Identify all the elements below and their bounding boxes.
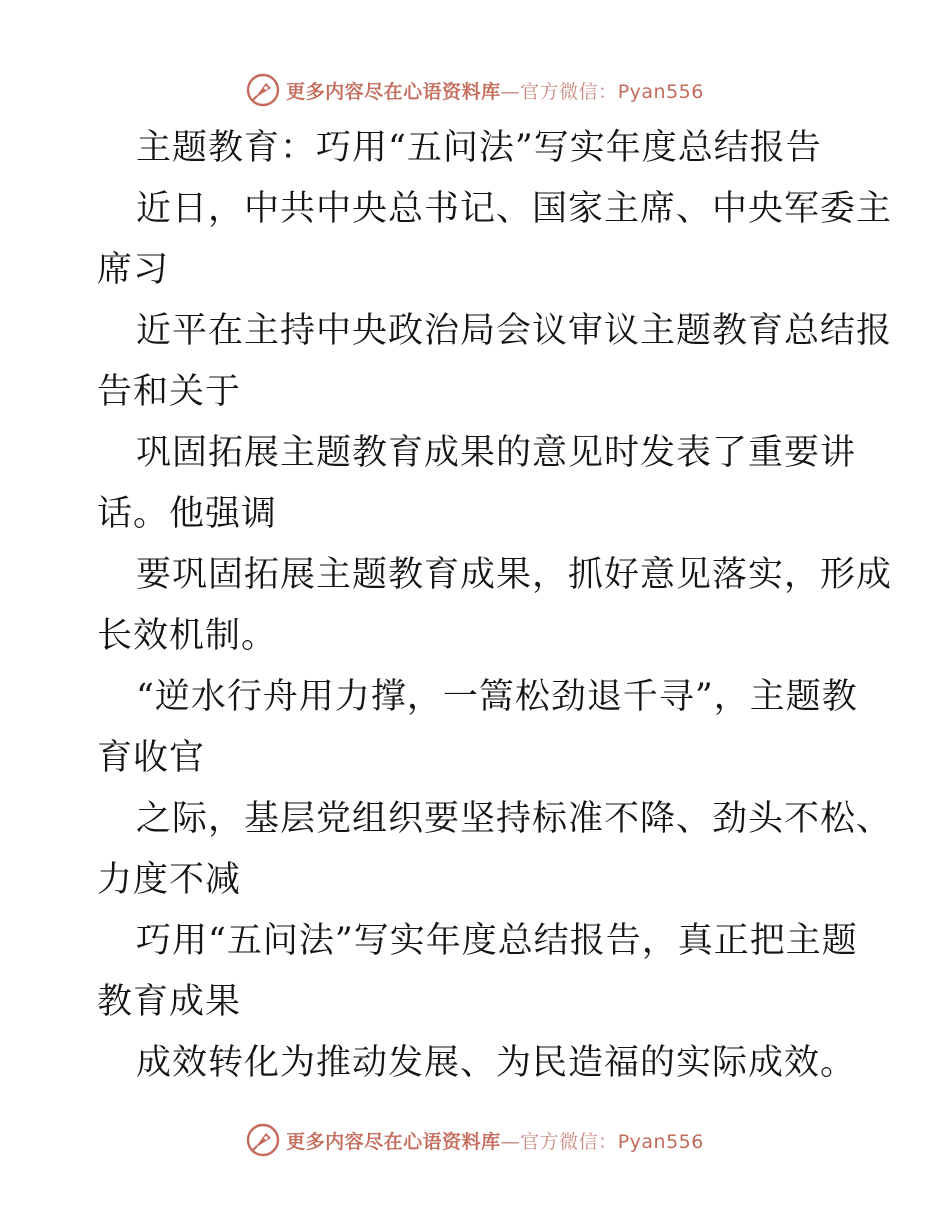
watermark-channel: 官方微信：	[520, 1130, 618, 1153]
paragraph-line: 力度不减	[97, 860, 242, 900]
paragraph-line: 近日，中共中央总书记、国家主席、中央军委主	[136, 189, 893, 229]
watermark-text	[286, 1127, 704, 1154]
paragraph-line: 之际，基层党组织要坚持标准不降、劲头不松、	[136, 799, 893, 839]
paragraph-line: “逆水行舟用力撑，一篙松劲退千寻”，主题教	[136, 677, 858, 717]
pen-nib-logo-icon	[246, 1123, 280, 1157]
watermark-text	[286, 77, 704, 104]
paragraph-line: 近平在主持中央政治局会议审议主题教育总结报	[136, 311, 893, 351]
header-watermark	[0, 70, 950, 110]
footer-watermark	[0, 1120, 950, 1160]
paragraph-line: 要巩固拓展主题教育成果，抓好意见落实，形成	[136, 555, 893, 595]
paragraph-line: 席习	[97, 250, 170, 290]
paragraph-line: 育收官	[97, 738, 206, 778]
document-title: 主题教育：巧用“五问法”写实年度总结报告	[136, 128, 822, 168]
watermark-brand: 更多内容尽在心语资料库	[286, 80, 501, 103]
watermark-account: Pyan556	[617, 1130, 704, 1153]
paragraph-line: 巩固拓展主题教育成果的意见时发表了重要讲	[136, 433, 857, 473]
watermark-dash: —	[500, 1130, 521, 1153]
paragraph-line: 告和关于	[97, 372, 242, 412]
watermark-brand: 更多内容尽在心语资料库	[286, 1130, 501, 1153]
watermark-dash: —	[500, 80, 521, 103]
paragraph-line: 教育成果	[97, 982, 242, 1022]
paragraph-line: 话。他强调	[97, 494, 278, 534]
paragraph-line: 长效机制。	[97, 616, 278, 656]
paragraph-line: 巧用“五问法”写实年度总结报告，真正把主题	[136, 921, 858, 961]
watermark-channel: 官方微信：	[520, 80, 618, 103]
document-body	[97, 118, 893, 1094]
watermark-account: Pyan556	[617, 80, 704, 103]
pen-nib-logo-icon	[246, 73, 280, 107]
paragraph-line: 成效转化为推动发展、为民造福的实际成效。	[136, 1043, 857, 1083]
